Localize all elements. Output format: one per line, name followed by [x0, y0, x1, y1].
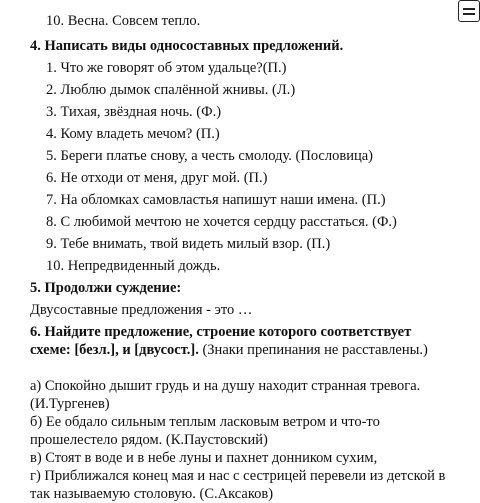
- list-item: 4. Кому владеть мечом? (П.): [46, 126, 220, 142]
- list-item: 6. Не отходи от меня, друг мой. (П.): [46, 170, 268, 186]
- option-line: прошелестело рядом. (К.Паустовский): [30, 432, 268, 448]
- option-line: б) Ее обдало сильным теплым ласковым ветром и что-то: [30, 414, 380, 430]
- section-6-scheme: схеме: [безл.], и [двусост.].: [30, 342, 199, 358]
- cut-off-line: 10. Весна. Совсем тепло.: [46, 13, 201, 29]
- menu-icon[interactable]: [458, 0, 480, 22]
- list-item: 10. Непредвиденный дождь.: [46, 258, 221, 274]
- section-4-heading: 4. Написать виды односоставных предложений.: [30, 38, 344, 54]
- section-5-heading: 5. Продолжи суждение:: [30, 280, 182, 296]
- list-item: 8. С любимой мечтою не хочется сердцу расстаться. (Ф.): [46, 214, 397, 230]
- list-item: 5. Береги платье снову, а честь смолоду. (Пословица): [46, 148, 373, 164]
- option-line: так называемую столовую. (С.Аксаков): [30, 486, 274, 502]
- list-item: 7. На обломках самовластья напишут наши имена. (П.): [46, 192, 386, 208]
- list-item: 3. Тихая, звёздная ночь. (Ф.): [46, 104, 222, 120]
- section-6-note: (Знаки препинания не расставлены.): [198, 342, 428, 358]
- list-item: 9. Тебе внимать, твой видеть милый взор. (П.): [46, 236, 331, 252]
- list-item: 1. Что же говорят об этом удальце?(П.): [46, 60, 287, 76]
- option-line: г) Приближался конец мая и нас с сестрицей перевели из детской в: [30, 468, 446, 484]
- list-item: 2. Люблю дымок спалённой жнивы. (Л.): [46, 82, 296, 98]
- section-6-heading: 6. Найдите предложение, строение которого соответствует: [30, 324, 412, 340]
- option-line: а) Спокойно дышит грудь и на душу находит странная тревога.: [30, 378, 421, 394]
- section-5-text: Двусоставные предложения - это …: [30, 302, 253, 318]
- option-line: (И.Тургенев): [30, 396, 110, 412]
- option-line: в) Стоят в воде и в небе луны и пахнет донником сухим,: [30, 450, 378, 466]
- section-6-heading-line2: [30, 341, 428, 359]
